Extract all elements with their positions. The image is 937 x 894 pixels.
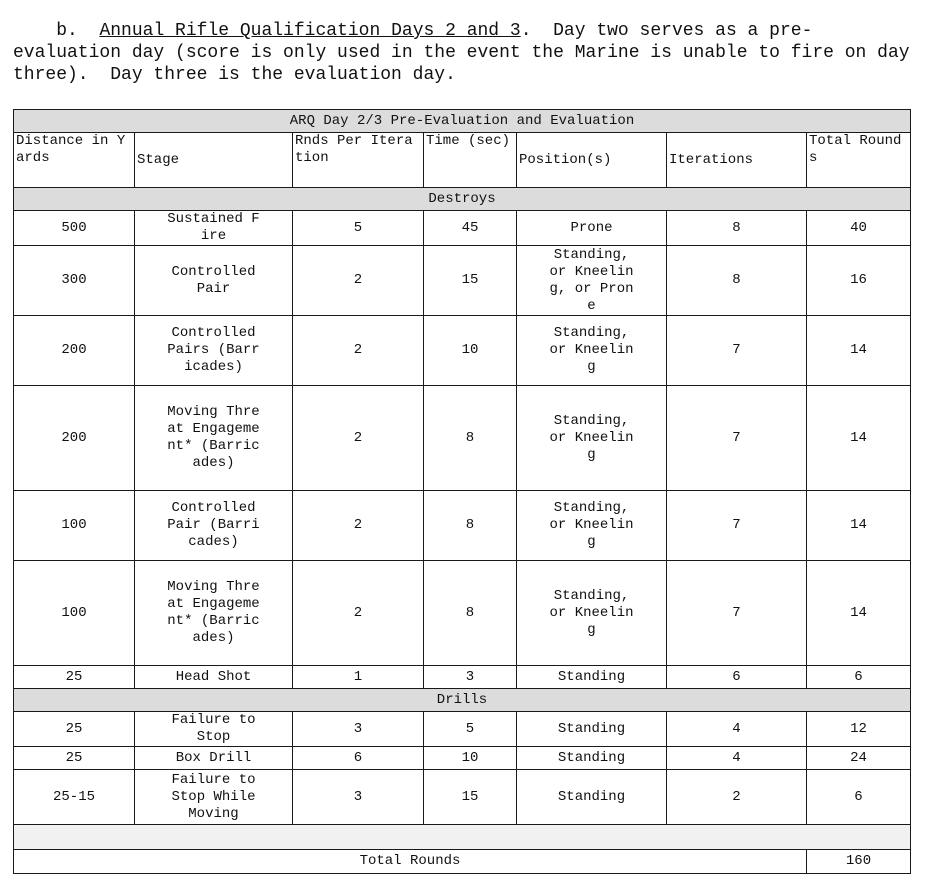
- cell-rounds: 1: [293, 666, 424, 689]
- section-title: Drills: [14, 689, 911, 712]
- cell-time: 8: [424, 561, 517, 666]
- section-header-row: [14, 188, 911, 211]
- cell-stage: Sustained Fire: [135, 211, 293, 246]
- cell-position: Standing, or Kneeling: [517, 316, 667, 386]
- cell-total: 24: [807, 747, 911, 770]
- header-time: Time (sec): [424, 133, 517, 188]
- table-row: [14, 561, 911, 666]
- cell-distance: 25: [14, 747, 135, 770]
- cell-stage: Controlled Pairs (Barricades): [135, 316, 293, 386]
- cell-position: Standing, or Kneeling: [517, 386, 667, 491]
- cell-position: Standing: [517, 712, 667, 747]
- cell-time: 10: [424, 316, 517, 386]
- total-row: [14, 850, 911, 874]
- cell-rounds: 3: [293, 770, 424, 825]
- cell-stage: Box Drill: [135, 747, 293, 770]
- cell-time: 10: [424, 747, 517, 770]
- cell-iterations: 7: [667, 561, 807, 666]
- header-position: Position(s): [517, 133, 667, 188]
- cell-total: 6: [807, 666, 911, 689]
- cell-rounds: 2: [293, 491, 424, 561]
- cell-stage: Moving Threat Engagement* (Barricades): [135, 561, 293, 666]
- cell-time: 45: [424, 211, 517, 246]
- cell-iterations: 8: [667, 246, 807, 316]
- cell-distance: 100: [14, 491, 135, 561]
- cell-total: 14: [807, 491, 911, 561]
- cell-distance: 25: [14, 666, 135, 689]
- cell-time: 8: [424, 491, 517, 561]
- cell-position: Standing: [517, 747, 667, 770]
- cell-iterations: 4: [667, 712, 807, 747]
- table-row: [14, 747, 911, 770]
- cell-stage: Failure to Stop While Moving: [135, 770, 293, 825]
- cell-rounds: 5: [293, 211, 424, 246]
- table-title: ARQ Day 2/3 Pre-Evaluation and Evaluation: [14, 110, 911, 133]
- paragraph-b: [13, 20, 921, 86]
- cell-distance: 500: [14, 211, 135, 246]
- cell-time: 15: [424, 246, 517, 316]
- table-row: [14, 246, 911, 316]
- header-rounds: Rnds Per Iteration: [293, 133, 424, 188]
- cell-position: Standing, or Kneeling: [517, 561, 667, 666]
- cell-iterations: 7: [667, 386, 807, 491]
- cell-total: 16: [807, 246, 911, 316]
- header-distance: Distance in Yards: [14, 133, 135, 188]
- header-row: [14, 133, 911, 188]
- cell-time: 8: [424, 386, 517, 491]
- cell-total: 14: [807, 386, 911, 491]
- cell-total: 14: [807, 316, 911, 386]
- table-title-row: [14, 110, 911, 133]
- paragraph-text: . Day two serves as a pre-evaluation day (score is only used in the event the Marine is unable to fire on day three). Day three is the evaluation day.: [13, 21, 921, 85]
- table-row: [14, 211, 911, 246]
- cell-stage: Head Shot: [135, 666, 293, 689]
- cell-position: Prone: [517, 211, 667, 246]
- table-row: [14, 316, 911, 386]
- cell-rounds: 2: [293, 316, 424, 386]
- cell-position: Standing, or Kneeling: [517, 491, 667, 561]
- total-rounds-label: Total Rounds: [14, 850, 807, 874]
- cell-rounds: 3: [293, 712, 424, 747]
- cell-stage: Controlled Pair: [135, 246, 293, 316]
- cell-total: 40: [807, 211, 911, 246]
- header-total: Total Rounds: [807, 133, 911, 188]
- cell-time: 15: [424, 770, 517, 825]
- cell-position: Standing: [517, 770, 667, 825]
- cell-rounds: 2: [293, 386, 424, 491]
- cell-time: 5: [424, 712, 517, 747]
- cell-distance: 25-15: [14, 770, 135, 825]
- cell-iterations: 7: [667, 316, 807, 386]
- cell-stage: Controlled Pair (Barricades): [135, 491, 293, 561]
- cell-distance: 200: [14, 316, 135, 386]
- paragraph-title: Annual Rifle Qualification Days 2 and 3: [99, 21, 521, 41]
- cell-rounds: 2: [293, 561, 424, 666]
- cell-stage: Moving Threat Engagement* (Barricades): [135, 386, 293, 491]
- cell-position: Standing: [517, 666, 667, 689]
- cell-total: 6: [807, 770, 911, 825]
- cell-distance: 25: [14, 712, 135, 747]
- cell-total: 14: [807, 561, 911, 666]
- cell-stage: Failure to Stop: [135, 712, 293, 747]
- section-title: Destroys: [14, 188, 911, 211]
- blank-row: [14, 825, 911, 850]
- cell-distance: 100: [14, 561, 135, 666]
- arq-table-body: [14, 110, 911, 874]
- cell-rounds: 6: [293, 747, 424, 770]
- header-stage: Stage: [135, 133, 293, 188]
- table-row: [14, 386, 911, 491]
- cell-rounds: 2: [293, 246, 424, 316]
- blank-cell: [14, 825, 911, 850]
- cell-time: 3: [424, 666, 517, 689]
- arq-table: [13, 109, 911, 874]
- table-row: [14, 770, 911, 825]
- table-row: [14, 712, 911, 747]
- cell-iterations: 2: [667, 770, 807, 825]
- cell-iterations: 4: [667, 747, 807, 770]
- header-iterations: Iterations: [667, 133, 807, 188]
- section-header-row: [14, 689, 911, 712]
- cell-distance: 300: [14, 246, 135, 316]
- cell-total: 12: [807, 712, 911, 747]
- cell-iterations: 7: [667, 491, 807, 561]
- table-row: [14, 491, 911, 561]
- total-rounds-value: 160: [807, 850, 911, 874]
- paragraph-label: b.: [56, 21, 78, 41]
- cell-distance: 200: [14, 386, 135, 491]
- cell-iterations: 6: [667, 666, 807, 689]
- table-row: [14, 666, 911, 689]
- cell-position: Standing, or Kneeling, or Prone: [517, 246, 667, 316]
- cell-iterations: 8: [667, 211, 807, 246]
